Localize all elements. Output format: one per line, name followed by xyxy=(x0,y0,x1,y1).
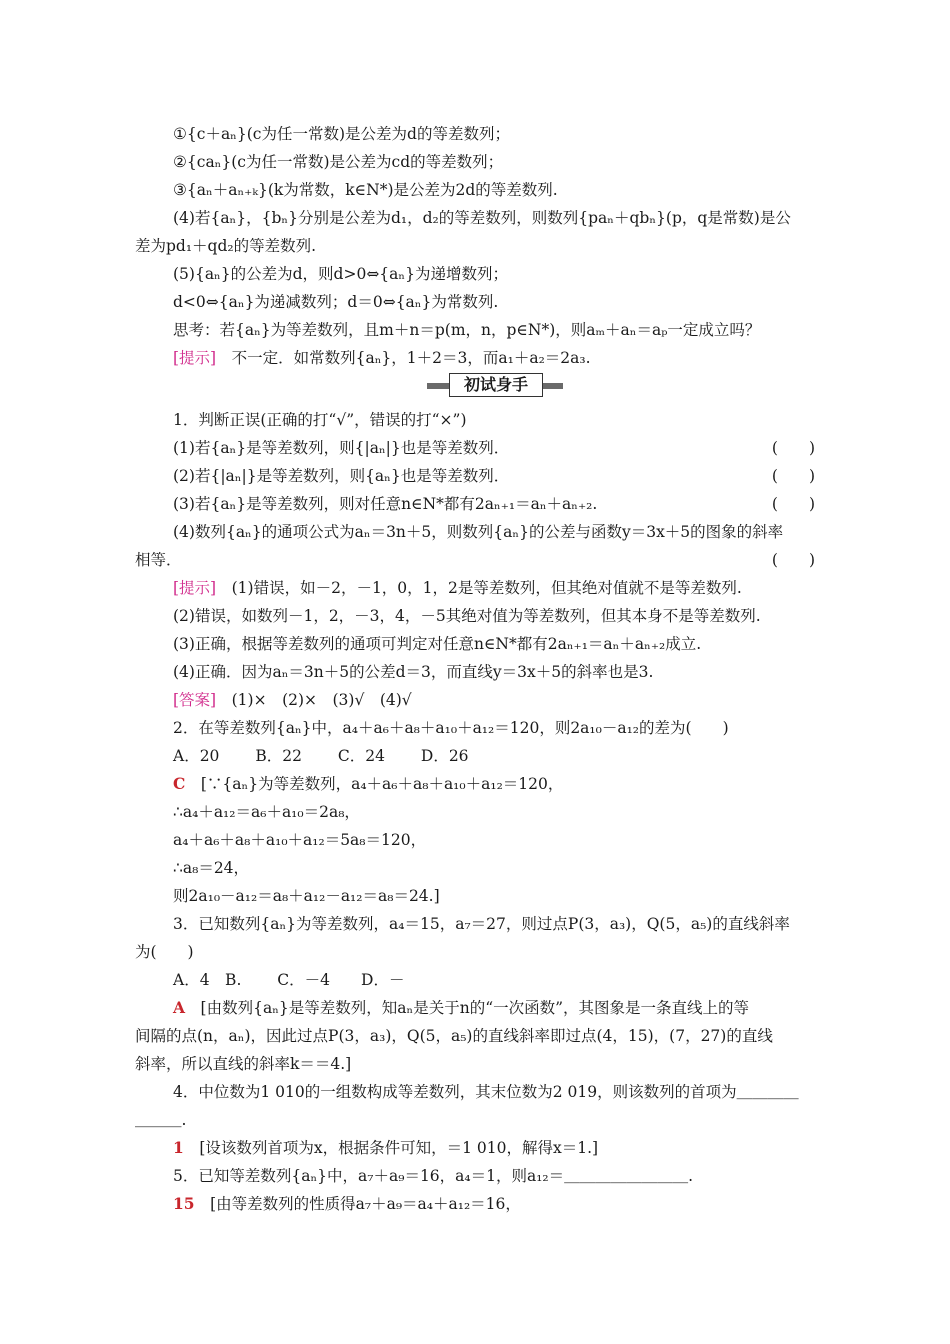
tf-item-text: (2)若{|aₙ|}是等差数列，则{aₙ}也是等差数列． xyxy=(173,467,510,485)
text-line: 差为pd₁＋qd₂的等差数列. xyxy=(135,237,317,255)
tf-item xyxy=(135,550,815,570)
solution-text: [由等差数列的性质得a₇＋a₉＝a₄＋a₁₂＝16， xyxy=(210,1195,521,1213)
text-line: (5){aₙ}的公差为d，则d>0⇔{aₙ}为递增数列； xyxy=(173,265,508,283)
answer-paren: ( ) xyxy=(771,495,815,513)
solution-text: [设该数列首项为x，根据条件可知，＝1 010，解得x＝1.] xyxy=(199,1139,599,1157)
text-line: d<0⇔{aₙ}为递减数列；d＝0⇔{aₙ}为常数列. xyxy=(173,293,499,311)
solution-line xyxy=(173,1138,815,1158)
answer-paren: ( ) xyxy=(771,439,815,457)
answer-choice: 15 xyxy=(173,1194,195,1213)
answer-text: (1)× (2)× (3)√ (4)√ xyxy=(231,691,412,709)
solution-line xyxy=(173,1194,815,1214)
tf-item xyxy=(173,494,815,514)
answer-choice: C xyxy=(173,774,186,793)
think-question: 思考：若{aₙ}为等差数列，且m＋n＝p(m，n，p∈N*)，则aₘ＋aₙ＝aₚ一定成立吗？ xyxy=(173,321,761,339)
section-title: 初试身手 xyxy=(449,373,543,397)
question-stem: 3．已知数列{aₙ}为等差数列，a₄＝15，a₇＝27，则过点P(3，a₃)，Q(5，a₅)的直线斜率 xyxy=(173,915,790,933)
section-banner xyxy=(427,373,563,397)
tf-item-text: (3)若{aₙ}是等差数列，则对任意n∈N*都有2aₙ₊₁＝aₙ＋aₙ₊₂. xyxy=(173,495,598,513)
hint-line: (4)正确．因为aₙ＝3n＋5的公差d＝3，而直线y＝3x＋5的斜率也是3. xyxy=(173,663,654,681)
solution-text: [由数列{aₙ}是等差数列，知aₙ是关于n的“一次函数”，其图象是一条直线上的等 xyxy=(200,999,750,1017)
hint-tag: [提示] xyxy=(173,349,217,367)
solution-line: 间隔的点(n，aₙ)，因此过点P(3，a₃)，Q(5，a₅)的直线斜率即过点(4，15)，(7，27)的直线 xyxy=(135,1027,773,1045)
solution-line xyxy=(173,774,815,794)
tf-item: (4)数列{aₙ}的通项公式为aₙ＝3n＋5，则数列{aₙ}的公差与函数y＝3x＋5的图象的斜率 xyxy=(173,523,784,541)
answer-tag: [答案] xyxy=(173,691,217,709)
tf-item-text: (1)若{aₙ}是等差数列，则{|aₙ|}也是等差数列． xyxy=(173,439,510,457)
hint-line xyxy=(173,578,815,598)
question-stem: ＿＿＿. xyxy=(135,1111,187,1129)
solution-line: 斜率，所以直线的斜率k＝＝4.] xyxy=(135,1055,352,1073)
question-stem: 4．中位数为1 010的一组数构成等差数列，其末位数为2 019，则该数列的首项为＿＿＿＿ xyxy=(173,1083,799,1101)
solution-line xyxy=(173,998,815,1018)
solution-line: ∴a₄＋a₁₂＝a₆＋a₁₀＝2a₈， xyxy=(173,803,360,821)
hint-tag: [提示] xyxy=(173,579,217,597)
solution-text: [∵{aₙ}为等差数列，a₄＋a₆＋a₈＋a₁₀＋a₁₂＝120， xyxy=(200,775,564,793)
solution-line: a₄＋a₆＋a₈＋a₁₀＋a₁₂＝5a₈＝120， xyxy=(173,831,427,849)
answer-paren: ( ) xyxy=(771,467,815,485)
hint-line: (3)正确，根据等差数列的通项可判定对任意n∈N*都有2aₙ₊₁＝aₙ＋aₙ₊₂成立. xyxy=(173,635,702,653)
text-line: ③{aₙ＋aₙ₊ₖ}(k为常数，k∈N*)是公差为2d的等差数列. xyxy=(173,181,558,199)
options: A．4 B. C．－4 D．－ xyxy=(173,971,405,989)
hint-line: (2)错误，如数列－1，2，－3，4，－5其绝对值为等差数列，但其本身不是等差数列. xyxy=(173,607,761,625)
answer-choice: A xyxy=(173,998,186,1017)
answer-paren: ( ) xyxy=(771,551,815,569)
text-line: (4)若{aₙ}，{bₙ}分别是公差为d₁，d₂的等差数列，则数列{paₙ＋qbₙ}(p，q是常数)是公 xyxy=(173,209,791,227)
hint-line xyxy=(173,348,815,368)
options: A．20 B．22 C．24 D．26 xyxy=(173,747,469,765)
hint-text: (1)错误，如－2，－1，0，1，2是等差数列，但其绝对值就不是等差数列. xyxy=(231,579,742,597)
solution-line: 则2a₁₀－a₁₂＝a₈＋a₁₂－a₁₂＝a₈＝24.] xyxy=(173,887,440,905)
tf-item-text: 相等． xyxy=(135,551,182,569)
question-stem: 2．在等差数列{aₙ}中，a₄＋a₆＋a₈＋a₁₀＋a₁₂＝120，则2a₁₀－a₁₂的差为( ) xyxy=(173,719,729,737)
tf-item xyxy=(173,438,815,458)
text-line: ②{caₙ}(c为任一常数)是公差为cd的等差数列； xyxy=(173,153,504,171)
hint-text: 不一定．如常数列{aₙ}，1＋2＝3，而a₁＋a₂＝2a₃. xyxy=(231,349,591,367)
question-stem: 1．判断正误(正确的打“√”，错误的打“×”) xyxy=(173,411,467,429)
text-line: ①{c＋aₙ}(c为任一常数)是公差为d的等差数列； xyxy=(173,125,510,143)
solution-line: ∴a₈＝24， xyxy=(173,859,250,877)
tf-item xyxy=(173,466,815,486)
answer-choice: 1 xyxy=(173,1138,184,1157)
question-stem: 5．已知等差数列{aₙ}中，a₇＋a₉＝16，a₄＝1，则a₁₂＝＿＿＿＿＿＿＿＿. xyxy=(173,1167,694,1185)
answer-line xyxy=(173,690,815,710)
question-stem: 为( ) xyxy=(135,943,194,961)
